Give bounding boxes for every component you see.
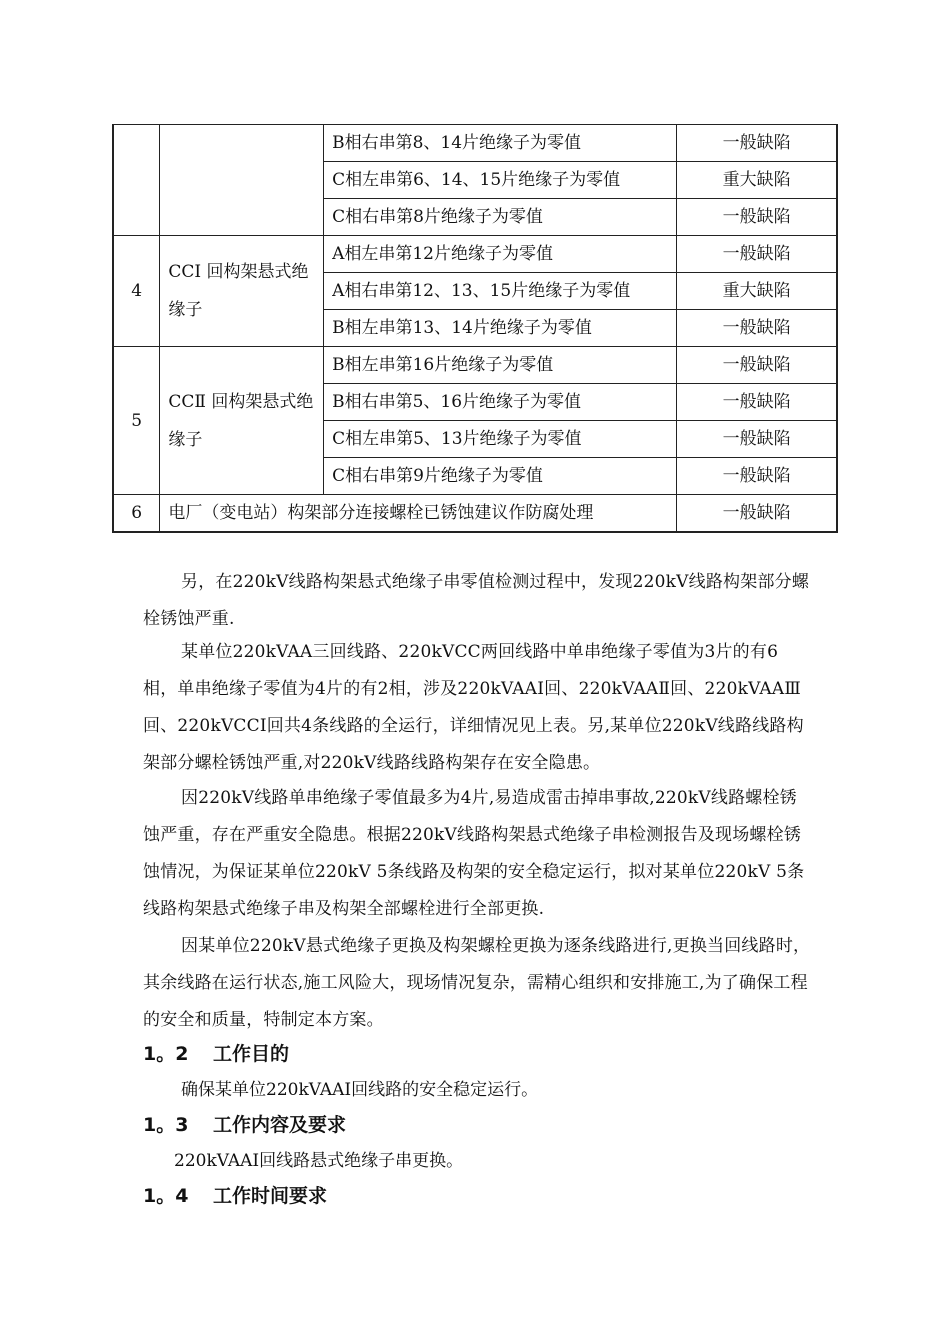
section-number: 1。2 — [143, 1043, 189, 1065]
defect-description: B相左串第13、14片绝缘子为零值 — [324, 310, 677, 347]
defect-description: A相右串第12、13、15片绝缘子为零值 — [324, 273, 677, 310]
defect-description: C相左串第5、13片绝缘子为零值 — [324, 421, 677, 458]
section-number: 1。3 — [143, 1114, 189, 1136]
section-number: 1。4 — [143, 1185, 189, 1207]
defect-level: 一般缺陷 — [677, 384, 837, 421]
paragraph-text: 某单位220kVAA三回线路、220kVCC两回线路中单串绝缘子零值为3片的有6相，单串绝缘子零值为4片的有2相，涉及220kVAAⅠ回、220kVAAⅡ回、220kVAAⅢ回、220kVCCⅠ回共4条线路的全运行，详细情况见上表。另,某单位220kV线路线路构架部分螺栓锈蚀严重,对220kV线路线路构架存在安全隐患。 — [143, 642, 804, 773]
section-title: 工作目的 — [213, 1043, 290, 1065]
defect-description: B相右串第8、14片绝缘子为零值 — [324, 125, 677, 162]
row-number: 6 — [113, 495, 160, 533]
paragraph-text: 因某单位220kV悬式绝缘子更换及构架螺栓更换为逐条线路进行,更换当回线路时，其余线路在运行状态,施工风险大，现场情况复杂，需精心组织和安排施工,为了确保工程的安全和质量，特制定本方案。 — [143, 936, 811, 1030]
paragraph-text: 另，在220kV线路构架悬式绝缘子串零值检测过程中，发现220kV线路构架部分螺栓锈蚀严重. — [143, 572, 810, 629]
table-row — [113, 125, 837, 162]
defect-level: 一般缺陷 — [677, 421, 837, 458]
paragraph-text: 因220kV线路单串绝缘子零值最多为4片,易造成雷击掉串事故,220kV线路螺栓锈蚀严重，存在严重安全隐患。根据220kV线路构架悬式绝缘子串检测报告及现场螺栓锈蚀情况，为保证某单位220kV 5条线路及构架的安全稳定运行，拟对某单位220kV 5条线路构架悬式绝缘子串及构架全部螺栓进行全部更换. — [143, 788, 805, 919]
defect-level: 一般缺陷 — [677, 125, 837, 162]
paragraph-4 — [143, 928, 811, 1039]
defect-level: 一般缺陷 — [677, 199, 837, 236]
paragraph-3 — [143, 780, 811, 928]
section-heading-1-4 — [143, 1181, 327, 1211]
paragraph-1 — [143, 564, 811, 638]
section-heading-1-2 — [143, 1039, 289, 1069]
table-row — [113, 236, 837, 273]
row-number: 5 — [113, 347, 160, 495]
defect-description: C相右串第8片绝缘子为零值 — [324, 199, 677, 236]
defect-level: 一般缺陷 — [677, 347, 837, 384]
defect-description: C相右串第9片绝缘子为零值 — [324, 458, 677, 495]
defect-level: 重大缺陷 — [677, 273, 837, 310]
defect-description: A相左串第12片绝缘子为零值 — [324, 236, 677, 273]
defect-description: 电厂（变电站）构架部分连接螺栓已锈蚀建议作防腐处理 — [160, 495, 677, 533]
equipment-name: CCⅠ 回构架悬式绝缘子 — [160, 236, 324, 347]
section-body-1-2: 确保某单位220kVAAⅠ回线路的安全稳定运行。 — [181, 1080, 539, 1100]
defect-level: 一般缺陷 — [677, 236, 837, 273]
section-heading-1-3 — [143, 1110, 346, 1140]
defect-level: 一般缺陷 — [677, 458, 837, 495]
section-body-1-3: 220kVAAⅠ回线路悬式绝缘子串更换。 — [174, 1151, 464, 1171]
defect-level: 重大缺陷 — [677, 162, 837, 199]
table-row — [113, 347, 837, 384]
equipment-name — [160, 125, 324, 236]
defect-description: B相右串第5、16片绝缘子为零值 — [324, 384, 677, 421]
section-title: 工作时间要求 — [213, 1185, 328, 1207]
equipment-name: CCⅡ 回构架悬式绝缘子 — [160, 347, 324, 495]
defect-level: 一般缺陷 — [677, 495, 837, 533]
defect-description: C相左串第6、14、15片绝缘子为零值 — [324, 162, 677, 199]
row-number: 4 — [113, 236, 160, 347]
defect-table — [112, 124, 838, 533]
defect-description: B相左串第16片绝缘子为零值 — [324, 347, 677, 384]
table-row — [113, 495, 837, 533]
row-number — [113, 125, 160, 236]
defect-level: 一般缺陷 — [677, 310, 837, 347]
paragraph-2 — [143, 634, 811, 782]
section-title: 工作内容及要求 — [213, 1114, 347, 1136]
